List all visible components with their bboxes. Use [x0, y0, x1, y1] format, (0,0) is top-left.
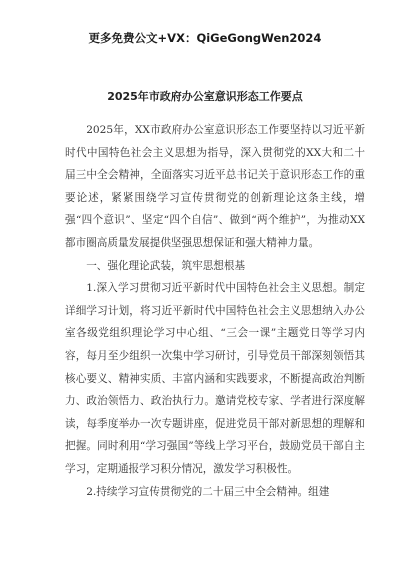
document-title: 2025年市政府办公室意识形态工作要点 [107, 90, 303, 103]
item-paragraph-1: 1.深入学习贯彻习近平新时代中国特色社会主义思想。制定详细学习计划，将习近平新时代中国特色社会主义思想纳入办公室各级党组织理论学习中心组、“三会一课”主题党日等学习内容，每月至少组织一次集中学习研讨，引导党员干部深刻领悟其核心要义、精神实质、丰富内涵和实践要求，不断提高政治判断力、政治领悟力、政治执行力。邀请党校专家、学者进行深度解读，每季度举办一次专题讲座，促进党员干部对新思想的理解和把握。同时利用“学习强国”等线上学习平台，鼓励党员干部自主学习，定期通报学习积分情况，激发学习积极性。 [65, 282, 365, 475]
section-heading: 一、强化理论武装，筑牢思想根基 [86, 259, 246, 272]
promo-header: 更多免费公文+VX：QiGeGongWen2024 [88, 31, 322, 45]
item-paragraph-2: 2.持续学习宣传贯彻党的二十届三中全会精神。组建 [86, 485, 330, 498]
intro-paragraph: 2025年，XX市政府办公室意识形态工作要坚持以习近平新时代中国特色社会主义思想为指导，深入贯彻党的XX大和二十届三中全会精神，全面落实习近平总书记关于意识形态工作的重要论述，紧紧围绕学习宣传贯彻党的创新理论这条主线，增强“四个意识”、坚定“四个自信”、做到“两个维护”，为推动XX都市圈高质量发展提供坚强思想保证和强大精神力量。 [65, 124, 365, 249]
document-body [65, 119, 365, 503]
